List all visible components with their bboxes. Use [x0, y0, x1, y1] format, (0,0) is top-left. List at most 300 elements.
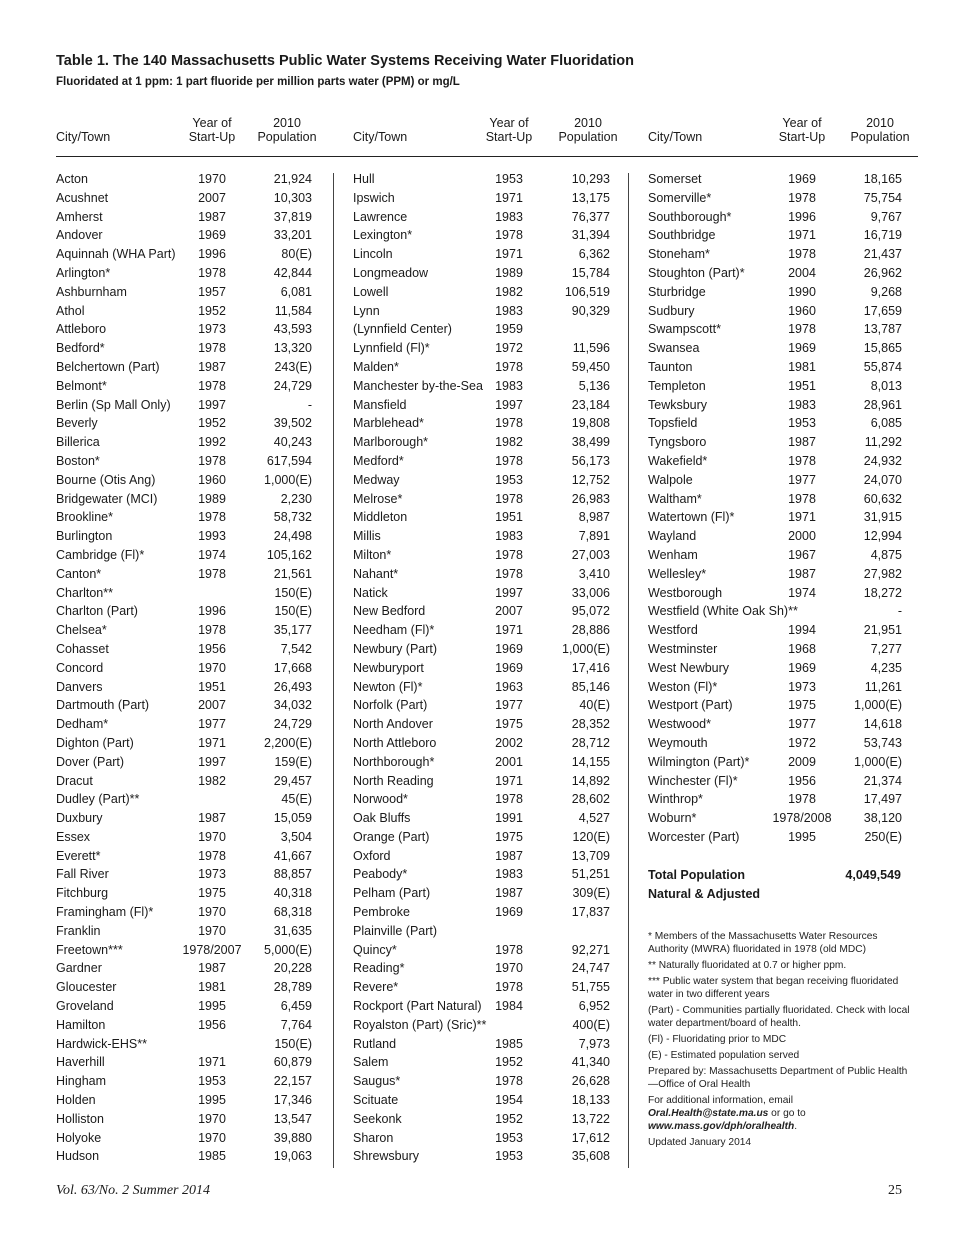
city-cell: Lexington* — [353, 228, 413, 243]
table-row — [353, 546, 615, 565]
city-cell: Hingham — [56, 1074, 107, 1089]
header-year — [180, 116, 244, 144]
population-cell: 18,165 — [863, 172, 902, 186]
header-year-line2: Start-Up — [485, 130, 533, 144]
population-cell: 27,003 — [571, 547, 610, 562]
table-row — [648, 828, 910, 847]
city-cell: Wakefield* — [648, 453, 708, 468]
table-row — [353, 1110, 615, 1129]
table-row — [56, 828, 318, 847]
population-cell: 53,743 — [863, 735, 902, 750]
year-cell: 1953 — [495, 472, 523, 487]
year-cell: 1978 — [495, 359, 523, 374]
population-cell: 95,072 — [571, 604, 610, 619]
city-cell: Middleton — [353, 510, 408, 525]
population-cell: 80(E) — [281, 247, 312, 262]
year-cell: 1960 — [788, 303, 816, 318]
city-cell: Millis — [353, 529, 381, 544]
city-cell: Dracut — [56, 773, 93, 788]
population-cell: 34,032 — [273, 698, 312, 713]
year-cell: 1978 — [788, 792, 816, 807]
header-pop-line2: Population — [558, 130, 618, 144]
population-cell: 9,767 — [870, 209, 902, 224]
population-cell: 10,293 — [571, 172, 610, 186]
table-row — [648, 508, 910, 527]
city-cell: Hardwick-EHS** — [56, 1036, 147, 1051]
year-cell: 1997 — [198, 397, 226, 412]
year-cell: 1953 — [495, 1130, 523, 1145]
year-cell: 1978/2008 — [772, 811, 832, 826]
year-cell: 1971 — [198, 735, 226, 750]
city-cell: Stoneham* — [648, 247, 710, 262]
header-city: City/Town — [648, 130, 703, 144]
table-row — [353, 847, 615, 866]
year-cell: 1974 — [198, 547, 226, 562]
city-cell: Woburn* — [648, 811, 697, 826]
population-cell: 24,070 — [863, 472, 902, 487]
population-cell: 150(E) — [274, 1036, 312, 1051]
year-cell: 1978 — [495, 1074, 523, 1089]
year-cell: 1983 — [495, 867, 523, 882]
header-pop-line1: 2010 — [574, 116, 602, 130]
city-cell: Oak Bluffs — [353, 811, 411, 826]
year-cell: 1981 — [198, 980, 226, 995]
city-cell: Charlton (Part) — [56, 604, 138, 619]
table-row — [648, 170, 910, 189]
population-cell: 39,502 — [273, 416, 312, 431]
year-cell: 1978 — [198, 453, 226, 468]
year-cell: 1978 — [495, 547, 523, 562]
year-cell: 1969 — [495, 660, 523, 675]
city-cell: Norwood* — [353, 792, 408, 807]
population-cell: 23,184 — [571, 397, 610, 412]
city-cell: Milton* — [353, 547, 392, 562]
city-cell: Swampscott* — [648, 322, 721, 337]
table-row — [56, 753, 318, 772]
year-cell: 1954 — [495, 1093, 523, 1108]
year-cell: 1995 — [788, 829, 816, 844]
population-cell: 26,983 — [571, 491, 610, 506]
city-cell: Peabody* — [353, 867, 408, 882]
population-cell: 18,133 — [571, 1093, 610, 1108]
table-column-3 — [648, 170, 910, 847]
column-header-group-2 — [353, 114, 623, 156]
population-cell: 617,594 — [266, 453, 312, 468]
city-cell: Dover (Part) — [56, 754, 125, 769]
city-cell: Dighton (Part) — [56, 735, 134, 750]
city-cell: Longmeadow — [353, 265, 429, 280]
population-cell: 37,819 — [273, 209, 312, 224]
population-cell: - — [897, 604, 902, 619]
table-row — [56, 847, 318, 866]
table-row — [56, 978, 318, 997]
year-cell: 1978 — [198, 378, 226, 393]
table-row — [648, 490, 910, 509]
population-cell: 16,719 — [863, 228, 902, 243]
city-cell: Canton* — [56, 566, 102, 581]
year-cell: 1987 — [198, 961, 226, 976]
population-cell: 8,013 — [870, 378, 902, 393]
table-row — [353, 508, 615, 527]
table-row — [353, 358, 615, 377]
table-row — [353, 1091, 615, 1110]
table-row — [56, 358, 318, 377]
year-cell: 1977 — [198, 717, 226, 732]
population-cell: 29,457 — [273, 773, 312, 788]
year-cell: 1983 — [788, 397, 816, 412]
year-cell: 1951 — [495, 510, 523, 525]
year-cell: 1953 — [495, 172, 523, 186]
year-cell: 1963 — [495, 679, 523, 694]
population-cell: 35,608 — [571, 1149, 610, 1164]
footnotes — [648, 930, 910, 1152]
population-cell: 40,243 — [273, 435, 312, 450]
column-header-group-3 — [648, 114, 918, 156]
year-cell: 1989 — [198, 491, 226, 506]
population-cell: 4,235 — [870, 660, 902, 675]
table-row — [56, 1053, 318, 1072]
year-cell: 1978 — [788, 247, 816, 262]
table-row — [648, 339, 910, 358]
table-row — [353, 696, 615, 715]
year-cell: 1978 — [198, 265, 226, 280]
city-cell: Manchester by-the-Sea — [353, 378, 483, 393]
city-cell: Dartmouth (Part) — [56, 698, 150, 713]
population-cell: 85,146 — [571, 679, 610, 694]
population-cell: 18,272 — [863, 585, 902, 600]
city-cell: Burlington — [56, 529, 113, 544]
city-cell: Bourne (Otis Ang) — [56, 472, 156, 487]
table-row — [56, 584, 318, 603]
population-cell: 11,292 — [864, 435, 902, 450]
table-row — [56, 865, 318, 884]
population-cell: 28,352 — [571, 717, 610, 732]
email-link[interactable]: Oral.Health@state.ma.us — [648, 1108, 769, 1119]
table-row — [353, 790, 615, 809]
year-cell: 2007 — [198, 698, 226, 713]
population-cell: 6,081 — [280, 284, 312, 299]
table-row — [353, 208, 615, 227]
population-cell: 28,712 — [571, 735, 610, 750]
city-cell: Sturbridge — [648, 284, 706, 299]
population-cell: 7,973 — [578, 1036, 610, 1051]
year-cell: 1969 — [788, 341, 816, 356]
city-cell: Framingham (Fl)* — [56, 905, 154, 920]
year-cell: 1970 — [198, 1111, 226, 1126]
header-year-line2: Start-Up — [188, 130, 236, 144]
year-cell: 1978 — [198, 623, 226, 638]
table-row — [56, 1110, 318, 1129]
population-cell: 15,059 — [273, 811, 312, 826]
table-row — [648, 565, 910, 584]
population-cell: 17,837 — [571, 905, 610, 920]
city-cell: Rockport (Part Natural) — [353, 999, 482, 1014]
year-cell: 1969 — [495, 905, 523, 920]
footnote: ** Naturally fluoridated at 0.7 or higher ppm. — [648, 960, 847, 971]
city-cell: Westwood* — [648, 717, 711, 732]
table-row — [353, 865, 615, 884]
table-row — [353, 490, 615, 509]
population-cell: 22,157 — [273, 1074, 312, 1089]
year-cell: 1987 — [788, 435, 816, 450]
table-row — [56, 941, 318, 960]
city-cell: Natick — [353, 585, 388, 600]
population-cell: 33,006 — [571, 585, 610, 600]
population-cell: 38,499 — [571, 435, 610, 450]
table-row — [648, 283, 910, 302]
city-cell: Templeton — [648, 378, 706, 393]
table-row — [56, 678, 318, 697]
city-cell: Swansea — [648, 341, 700, 356]
population-cell: 13,722 — [571, 1111, 610, 1126]
year-cell: 1981 — [788, 359, 816, 374]
population-cell: 6,459 — [280, 999, 312, 1014]
table-row — [648, 621, 910, 640]
population-cell: 19,808 — [571, 416, 610, 431]
city-cell: Revere* — [353, 980, 399, 995]
population-cell: 9,268 — [870, 284, 902, 299]
table-row — [648, 602, 910, 621]
year-cell: 1968 — [788, 641, 816, 656]
city-cell: Wenham — [648, 547, 698, 562]
table-row — [353, 1016, 615, 1035]
footnote: (E) - Estimated population served — [648, 1050, 800, 1061]
city-cell: Scituate — [353, 1093, 399, 1108]
year-cell: 1978 — [198, 566, 226, 581]
population-cell: 51,755 — [571, 980, 610, 995]
city-cell: Lowell — [353, 284, 389, 299]
population-cell: 40(E) — [579, 698, 610, 713]
population-cell: 31,394 — [571, 228, 610, 243]
city-cell: Lynnfield (Fl)* — [353, 341, 430, 356]
city-cell: Royalston (Part) (Sric)** — [353, 1017, 487, 1032]
population-cell: 14,892 — [571, 773, 610, 788]
population-cell: 21,924 — [273, 172, 312, 186]
table-row — [648, 414, 910, 433]
table-row — [56, 696, 318, 715]
population-cell: 12,994 — [863, 529, 902, 544]
city-cell: Gloucester — [56, 980, 117, 995]
city-cell: Northborough* — [353, 754, 435, 769]
city-cell: Athol — [56, 303, 85, 318]
year-cell: 1970 — [198, 1130, 226, 1145]
website-link[interactable]: www.mass.gov/dph/oralhealth — [648, 1121, 795, 1132]
population-cell: 17,668 — [273, 660, 312, 675]
year-cell: 1952 — [495, 1111, 523, 1126]
city-cell: Ashburnham — [56, 284, 127, 299]
city-cell: Dudley (Part)** — [56, 792, 140, 807]
city-cell: Fall River — [56, 867, 109, 882]
table-row — [56, 264, 318, 283]
city-cell: Lincoln — [353, 247, 393, 262]
year-cell: 1978 — [788, 453, 816, 468]
table-row — [648, 640, 910, 659]
population-cell: 105,162 — [266, 547, 312, 562]
city-cell: Danvers — [56, 679, 103, 694]
table-row — [353, 978, 615, 997]
year-cell: 1985 — [495, 1036, 523, 1051]
population-cell: 26,493 — [273, 679, 312, 694]
footnote: (Part) - Communities partially fluoridated. Check with local water department/board of health. — [648, 1005, 910, 1029]
year-cell: 1971 — [495, 623, 523, 638]
year-cell: 1974 — [788, 585, 816, 600]
city-cell: Newbury (Part) — [353, 641, 438, 656]
population-cell: 21,374 — [863, 773, 902, 788]
city-cell: Somerset — [648, 172, 702, 186]
population-cell: 7,542 — [280, 641, 312, 656]
footnote: *** Public water system that began receiving fluoridated water in two different years — [648, 976, 899, 1000]
year-cell: 1992 — [198, 435, 226, 450]
table-row — [56, 772, 318, 791]
population-cell: 41,667 — [273, 848, 312, 863]
city-cell: Holden — [56, 1093, 96, 1108]
header-city: City/Town — [353, 130, 408, 144]
table-row — [56, 809, 318, 828]
population-cell: 51,251 — [571, 867, 610, 882]
population-cell: 31,635 — [273, 923, 312, 938]
year-cell: 1952 — [198, 416, 226, 431]
city-cell: Beverly — [56, 416, 98, 431]
year-cell: 1993 — [198, 529, 226, 544]
population-cell: 6,952 — [578, 999, 610, 1014]
table-row — [353, 283, 615, 302]
table-row — [353, 1072, 615, 1091]
population-cell: 10,303 — [273, 190, 312, 205]
population-cell: 17,346 — [273, 1093, 312, 1108]
population-cell: 27,982 — [863, 566, 902, 581]
population-cell: 39,880 — [273, 1130, 312, 1145]
city-cell: Cohasset — [56, 641, 109, 656]
year-cell: 1987 — [495, 886, 523, 901]
table-row — [353, 264, 615, 283]
population-cell: 19,063 — [273, 1149, 312, 1164]
year-cell: 1972 — [788, 735, 816, 750]
table-row — [353, 1053, 615, 1072]
year-cell: 1957 — [198, 284, 226, 299]
city-cell: Westborough — [648, 585, 723, 600]
year-cell: 1978 — [198, 510, 226, 525]
population-cell: 1,000(E) — [562, 641, 610, 656]
city-cell: Mansfield — [353, 397, 407, 412]
population-cell: 150(E) — [274, 585, 312, 600]
city-cell: Southborough* — [648, 209, 732, 224]
population-cell: 1,000(E) — [264, 472, 312, 487]
year-cell: 1977 — [495, 698, 523, 713]
population-cell: 38,120 — [863, 811, 902, 826]
table-row — [353, 734, 615, 753]
population-cell: 24,729 — [273, 378, 312, 393]
population-cell: 13,709 — [571, 848, 610, 863]
population-cell: 11,596 — [572, 341, 610, 356]
population-cell: 7,891 — [578, 529, 610, 544]
city-cell: Seekonk — [353, 1111, 402, 1126]
city-cell: North Reading — [353, 773, 434, 788]
table-row — [648, 189, 910, 208]
population-cell: 5,000(E) — [264, 942, 312, 957]
city-cell: Bedford* — [56, 341, 105, 356]
year-cell: 1978 — [495, 566, 523, 581]
table-row — [353, 602, 615, 621]
year-cell: 1975 — [495, 829, 523, 844]
population-cell: 1,000(E) — [854, 754, 902, 769]
table-row — [353, 245, 615, 264]
population-cell: 75,754 — [863, 190, 902, 205]
city-cell: Sharon — [353, 1130, 394, 1145]
year-cell: 1953 — [495, 1149, 523, 1164]
table-row — [648, 659, 910, 678]
city-cell: Nahant* — [353, 566, 399, 581]
city-cell: North Attleboro — [353, 735, 437, 750]
table-row — [353, 302, 615, 321]
population-cell: 24,729 — [273, 717, 312, 732]
year-cell: 1978 — [495, 942, 523, 957]
column-divider-2 — [628, 173, 629, 1168]
city-cell: Gardner — [56, 961, 102, 976]
city-cell: Reading* — [353, 961, 405, 976]
population-cell: 88,857 — [273, 867, 312, 882]
city-cell: Winchester (Fl)* — [648, 773, 738, 788]
header-population — [252, 116, 322, 144]
city-cell: New Bedford — [353, 604, 426, 619]
header-pop-line2: Population — [850, 130, 910, 144]
population-cell: 6,362 — [578, 247, 610, 262]
table-row — [353, 678, 615, 697]
table-row — [648, 790, 910, 809]
table-row — [353, 452, 615, 471]
header-year — [477, 116, 541, 144]
table-row — [56, 602, 318, 621]
city-cell: Duxbury — [56, 811, 103, 826]
year-cell: 1982 — [495, 435, 523, 450]
table-row — [56, 302, 318, 321]
population-cell: 13,547 — [273, 1111, 312, 1126]
city-cell: Orange (Part) — [353, 829, 430, 844]
population-cell: 1,000(E) — [854, 698, 902, 713]
population-cell: 106,519 — [564, 284, 610, 299]
city-cell: Amherst — [56, 209, 103, 224]
population-cell: 43,593 — [273, 322, 312, 337]
population-cell: 13,175 — [571, 190, 610, 205]
year-cell: 1984 — [495, 999, 523, 1014]
city-cell: Winthrop* — [648, 792, 703, 807]
table-row — [648, 320, 910, 339]
population-cell: 28,602 — [571, 792, 610, 807]
year-cell: 1989 — [495, 265, 523, 280]
year-cell: 2007 — [495, 604, 523, 619]
table-row — [56, 320, 318, 339]
table-row — [353, 320, 615, 339]
table-row — [56, 377, 318, 396]
table-row — [56, 903, 318, 922]
header-year-line1: Year of — [782, 116, 822, 130]
table-row — [56, 208, 318, 227]
year-cell: 1970 — [198, 905, 226, 920]
table-row — [353, 828, 615, 847]
table-row — [648, 696, 910, 715]
table-row — [56, 527, 318, 546]
year-cell: 1952 — [495, 1055, 523, 1070]
city-cell: Groveland — [56, 999, 114, 1014]
year-cell: 1995 — [198, 1093, 226, 1108]
year-cell: 1997 — [198, 754, 226, 769]
year-cell: 1970 — [495, 961, 523, 976]
table-row — [648, 584, 910, 603]
table-row — [353, 997, 615, 1016]
city-cell: Wellesley* — [648, 566, 707, 581]
city-cell: Somerville* — [648, 190, 712, 205]
city-cell: Newton (Fl)* — [353, 679, 423, 694]
city-cell: Tewksbury — [648, 397, 708, 412]
